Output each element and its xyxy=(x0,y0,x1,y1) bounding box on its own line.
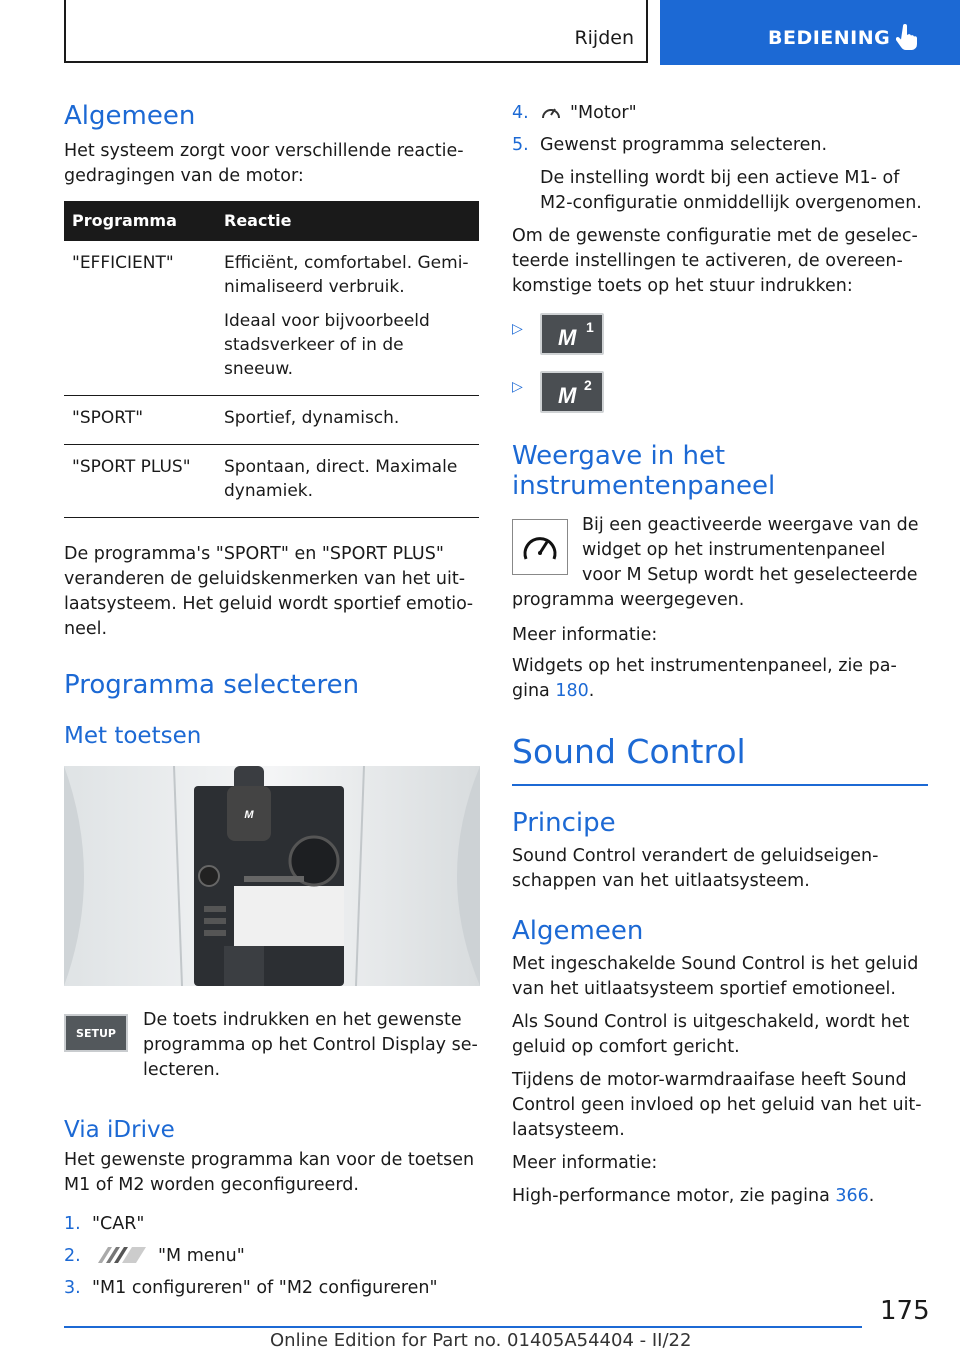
step-text: "CAR" xyxy=(92,1214,145,1234)
gauge-widget-icon xyxy=(512,519,568,575)
page-link-180[interactable]: 180 xyxy=(555,681,589,701)
gauge-icon xyxy=(540,103,562,121)
step-text: "M menu" xyxy=(158,1246,245,1266)
table-row xyxy=(64,445,479,518)
list-item xyxy=(512,101,928,126)
principle-text: Sound Control verandert de geluidseigenschappen van het uitlaatsysteem. xyxy=(512,845,879,891)
table-row xyxy=(64,241,479,396)
bullet-marker: ▷ xyxy=(512,379,523,395)
step-number: 4. xyxy=(512,103,529,123)
step-text: Gewenst programma selecteren. xyxy=(540,135,828,155)
program-table xyxy=(64,201,479,518)
program-cell: "SPORT PLUS" xyxy=(64,445,216,518)
m2-key-row xyxy=(512,371,928,415)
list-item xyxy=(64,1276,480,1301)
widgets-reference: Widgets op het instrumentenpaneel, zie pagina 180. xyxy=(512,656,897,701)
idrive-text: Het gewenste programma kan voor de toetsen M1 of M2 worden geconfigureerd. xyxy=(64,1150,475,1195)
column-header: Reactie xyxy=(216,201,479,241)
m-stripes-icon xyxy=(92,1247,148,1263)
list-item xyxy=(64,1244,480,1269)
program-cell: "SPORT" xyxy=(64,396,216,445)
bullet-marker: ▷ xyxy=(512,321,523,337)
heading-with-buttons: Met toetsen xyxy=(64,723,202,749)
section-header xyxy=(64,0,648,63)
m2-key-icon xyxy=(540,371,604,413)
center-console-photo xyxy=(64,766,480,986)
heading-general-sound: Algemeen xyxy=(512,915,644,946)
step-number: 2. xyxy=(64,1246,81,1266)
reaction-cell xyxy=(216,396,479,445)
step-text: "Motor" xyxy=(570,103,637,123)
list-item xyxy=(512,133,928,216)
heading-divider xyxy=(512,784,928,786)
intro-text: Het systeem zorgt voor verschillende reactiegedragingen van de motor: xyxy=(64,141,464,186)
footer-divider xyxy=(64,1326,862,1328)
step-number: 1. xyxy=(64,1214,81,1234)
list-item xyxy=(64,1212,480,1237)
page-number: 175 xyxy=(880,1296,930,1326)
heading-general: Algemeen xyxy=(64,101,196,131)
reaction-cell xyxy=(216,445,479,518)
general-text-3: Tijdens de motor-warmdraaifase heeft Sound Control geen invloed op het geluid van het uitlaatsysteem. xyxy=(512,1069,922,1140)
right-column xyxy=(512,101,928,1209)
svg-text:1: 1 xyxy=(586,319,594,335)
hand-pointer-icon xyxy=(896,24,922,52)
setup-text: De toets indrukken en het gewenste programma op het Control Display selecteren. xyxy=(143,1010,478,1080)
edition-footer: Online Edition for Part no. 01405A54404 - II/22 xyxy=(270,1330,692,1351)
chapter-header xyxy=(660,0,960,65)
left-column xyxy=(64,101,480,1308)
heading-sound-control: Sound Control xyxy=(512,732,746,771)
svg-text:M: M xyxy=(244,809,254,821)
m1-key-row xyxy=(512,313,928,357)
table-row xyxy=(64,396,479,445)
svg-text:M: M xyxy=(558,325,577,350)
activate-text: Om de gewenste configuratie met de geselecteerde instellingen te activeren, de overeenkomstige toets op het stuur indrukken: xyxy=(512,226,918,296)
step-number: 5. xyxy=(512,135,529,155)
heading-via-idrive: Via iDrive xyxy=(64,1117,175,1143)
setup-label: SETUP xyxy=(76,1026,116,1040)
heading-instrument-display: Weergave in het instrumentenpaneel xyxy=(512,441,776,501)
program-cell: "EFFICIENT" xyxy=(64,241,216,396)
display-section xyxy=(512,513,928,613)
reference-text: Widgets op het instrumentenpaneel, zie pagina xyxy=(512,656,897,701)
reference-text: High-performance motor, zie pagina xyxy=(512,1185,830,1206)
section-title: Rijden xyxy=(574,27,634,49)
chapter-title: BEDIENING xyxy=(768,27,891,49)
setup-button-icon xyxy=(64,1014,128,1052)
step-number: 3. xyxy=(64,1278,81,1298)
general-text-2: Als Sound Control is uitgeschakeld, wordt het geluid op comfort gericht. xyxy=(512,1011,910,1057)
reaction-text: Spontaan, direct. Maximale dynamiek. xyxy=(224,457,458,501)
more-info-label-2: Meer informatie: xyxy=(512,1152,658,1173)
svg-text:2: 2 xyxy=(584,377,592,393)
heading-principle: Principe xyxy=(512,807,616,838)
page-link-366[interactable]: 366 xyxy=(835,1185,869,1206)
heading-select-program: Programma selecteren xyxy=(64,670,360,700)
reaction-text: Efficiënt, comfortabel. Geminimaliseerd verbruik. xyxy=(224,253,469,297)
column-header: Programma xyxy=(64,201,216,241)
idrive-steps-continued xyxy=(512,101,928,216)
reaction-cell xyxy=(216,241,479,396)
m1-key-icon xyxy=(540,313,604,355)
svg-text:M: M xyxy=(558,383,577,408)
more-info-label: Meer informatie: xyxy=(512,625,658,645)
idrive-steps xyxy=(64,1212,480,1301)
step-sub-text: De instelling wordt bij een actieve M1- of M2-configuratie onmiddellijk overgenomen. xyxy=(540,168,922,213)
setup-instruction xyxy=(64,1008,480,1078)
general-text-1: Met ingeschakelde Sound Control is het geluid van het uitlaatsysteem sportief emotioneel. xyxy=(512,953,919,999)
motor-reference: High-performance motor, zie pagina 366. xyxy=(512,1185,875,1206)
display-text: Bij een geactiveerde weergave van de widget op het instrumentenpaneel voor M Setup wordt het geselecteerde programma weergegeven. xyxy=(512,515,919,610)
sound-note-text: De programma's "SPORT" en "SPORT PLUS" veranderen de geluidskenmerken van het uitlaatsysteem. Het geluid wordt sportief emotioneel. xyxy=(64,544,474,639)
reaction-text: Ideaal voor bijvoorbeeld stadsverkeer of in de sneeuw. xyxy=(224,311,430,379)
step-text: "M1 configureren" of "M2 configureren" xyxy=(92,1278,438,1298)
reaction-text: Sportief, dynamisch. xyxy=(224,408,400,428)
